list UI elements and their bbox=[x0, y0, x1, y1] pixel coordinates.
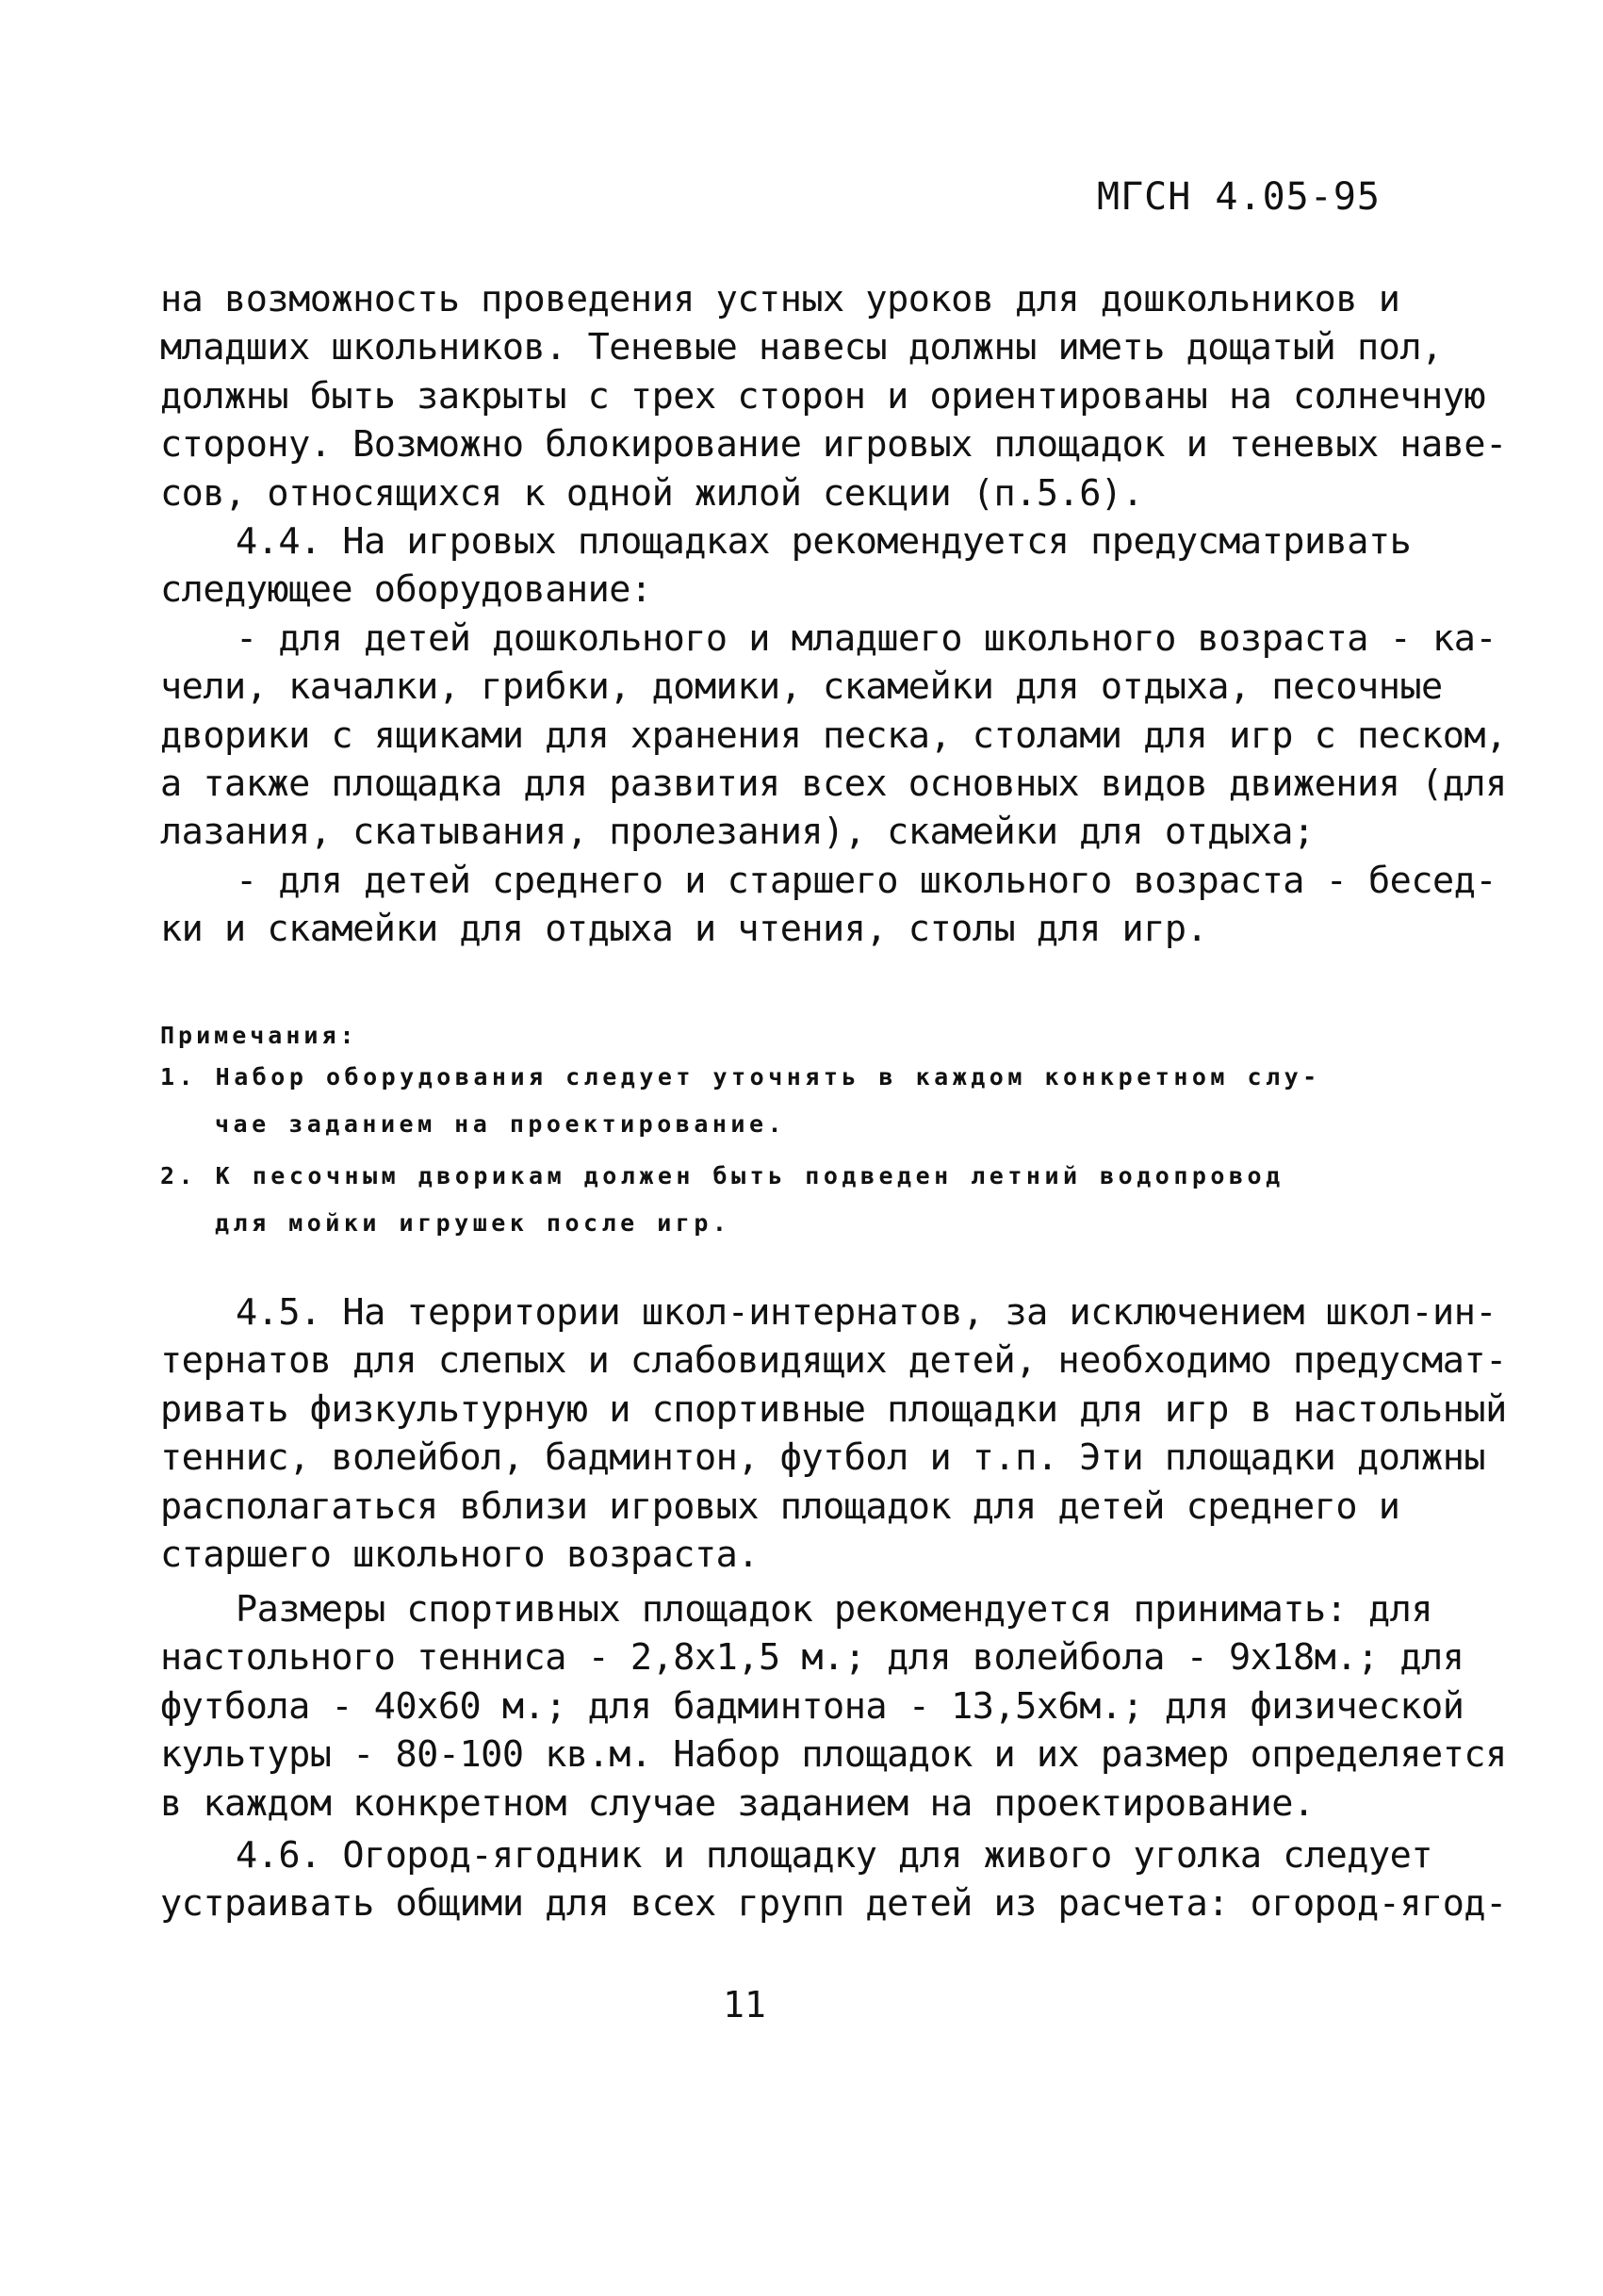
text-line: младших школьников. Теневые навесы должны иметь дощатый пол, bbox=[160, 326, 1443, 369]
text-line: в каждом конкретном случае заданием на проектирование. bbox=[160, 1781, 1315, 1825]
text-line: теннис, волейбол, бадминтон, футбол и т.п. Эти площадки должны bbox=[160, 1436, 1486, 1480]
note-item-1 bbox=[160, 1063, 1385, 1091]
text-line: а также площадка для развития всех основных видов движения (для bbox=[160, 763, 1507, 806]
note-text: 1. Набор оборудования следует уточнять в каждом конкретном слу- bbox=[160, 1063, 1321, 1091]
text-line: располагаться вблизи игровых площадок для детей среднего и bbox=[160, 1484, 1400, 1528]
sizes-paragraph bbox=[160, 1585, 1507, 1828]
paragraph-continuation bbox=[160, 275, 1507, 517]
section-4-5 bbox=[160, 1288, 1507, 1579]
text-line: 4.6. Огород-ягодник и площадку для живого уголка следует bbox=[236, 1834, 1433, 1877]
page-number: 11 bbox=[723, 1984, 766, 2025]
text-line: Размеры спортивных площадок рекомендуется принимать: для bbox=[236, 1588, 1433, 1631]
text-line: - для детей среднего и старшего школьного возраста - бесед- bbox=[236, 859, 1497, 902]
note-text: для мойки игрушек после игр. bbox=[215, 1209, 731, 1237]
note-item-2 bbox=[160, 1162, 1385, 1189]
text-line: дворики с ящиками для хранения песка, столами для игр с песком, bbox=[160, 713, 1507, 757]
text-line: устраивать общими для всех групп детей из расчета: огород-ягод- bbox=[160, 1882, 1507, 1926]
notes-title: Примечания: bbox=[160, 1022, 358, 1049]
text-line: сторону. Возможно блокирование игровых площадок и теневых наве- bbox=[160, 423, 1507, 467]
text-line: лазания, скатывания, пролезания), скамейки для отдыха; bbox=[160, 811, 1315, 854]
text-line: - для детей дошкольного и младшего школьного возраста - ка- bbox=[236, 616, 1497, 660]
note-item-1-continuation bbox=[215, 1110, 786, 1138]
text-line: ки и скамейки для отдыха и чтения, столы для игр. bbox=[160, 908, 1208, 951]
text-line: футбола - 40х60 м.; для бадминтона - 13,5х6м.; для физической bbox=[160, 1684, 1464, 1728]
text-line: культуры - 80-100 кв.м. Набор площадок и их размер определяется bbox=[160, 1733, 1507, 1777]
document-code: МГСН 4.05-95 bbox=[1097, 175, 1381, 219]
text-line: на возможность проведения устных уроков для дошкольников и bbox=[160, 278, 1400, 320]
note-text: 2. К песочным дворикам должен быть подведен летний водопровод bbox=[160, 1162, 1284, 1189]
section-4-6 bbox=[160, 1831, 1507, 1928]
text-line: чели, качалки, грибки, домики, скамейки для отдыха, песочные bbox=[160, 665, 1443, 709]
text-line: старшего школьного возраста. bbox=[160, 1533, 760, 1577]
text-line: 4.5. На территории школ-интернатов, за исключением школ-ин- bbox=[236, 1291, 1497, 1334]
note-item-2-continuation bbox=[215, 1209, 730, 1237]
text-line: тернатов для слепых и слабовидящих детей, необходимо предусмат- bbox=[160, 1339, 1507, 1383]
text-line: следующее оборудование: bbox=[160, 568, 652, 612]
text-line: ривать физкультурную и спортивные площадки для игр в настольный bbox=[160, 1387, 1507, 1431]
text-line: 4.4. На игровых площадках рекомендуется предусматривать bbox=[236, 520, 1412, 563]
note-text: чае заданием на проектирование. bbox=[215, 1110, 787, 1138]
section-4-4 bbox=[160, 517, 1507, 954]
text-line: должны быть закрыты с трех сторон и ориентированы на солнечную bbox=[160, 374, 1486, 418]
text-line: сов, относящихся к одной жилой секции (п.5.6). bbox=[160, 471, 1144, 515]
text-line: настольного тенниса - 2,8х1,5 м.; для волейбола - 9х18м.; для bbox=[160, 1636, 1464, 1680]
